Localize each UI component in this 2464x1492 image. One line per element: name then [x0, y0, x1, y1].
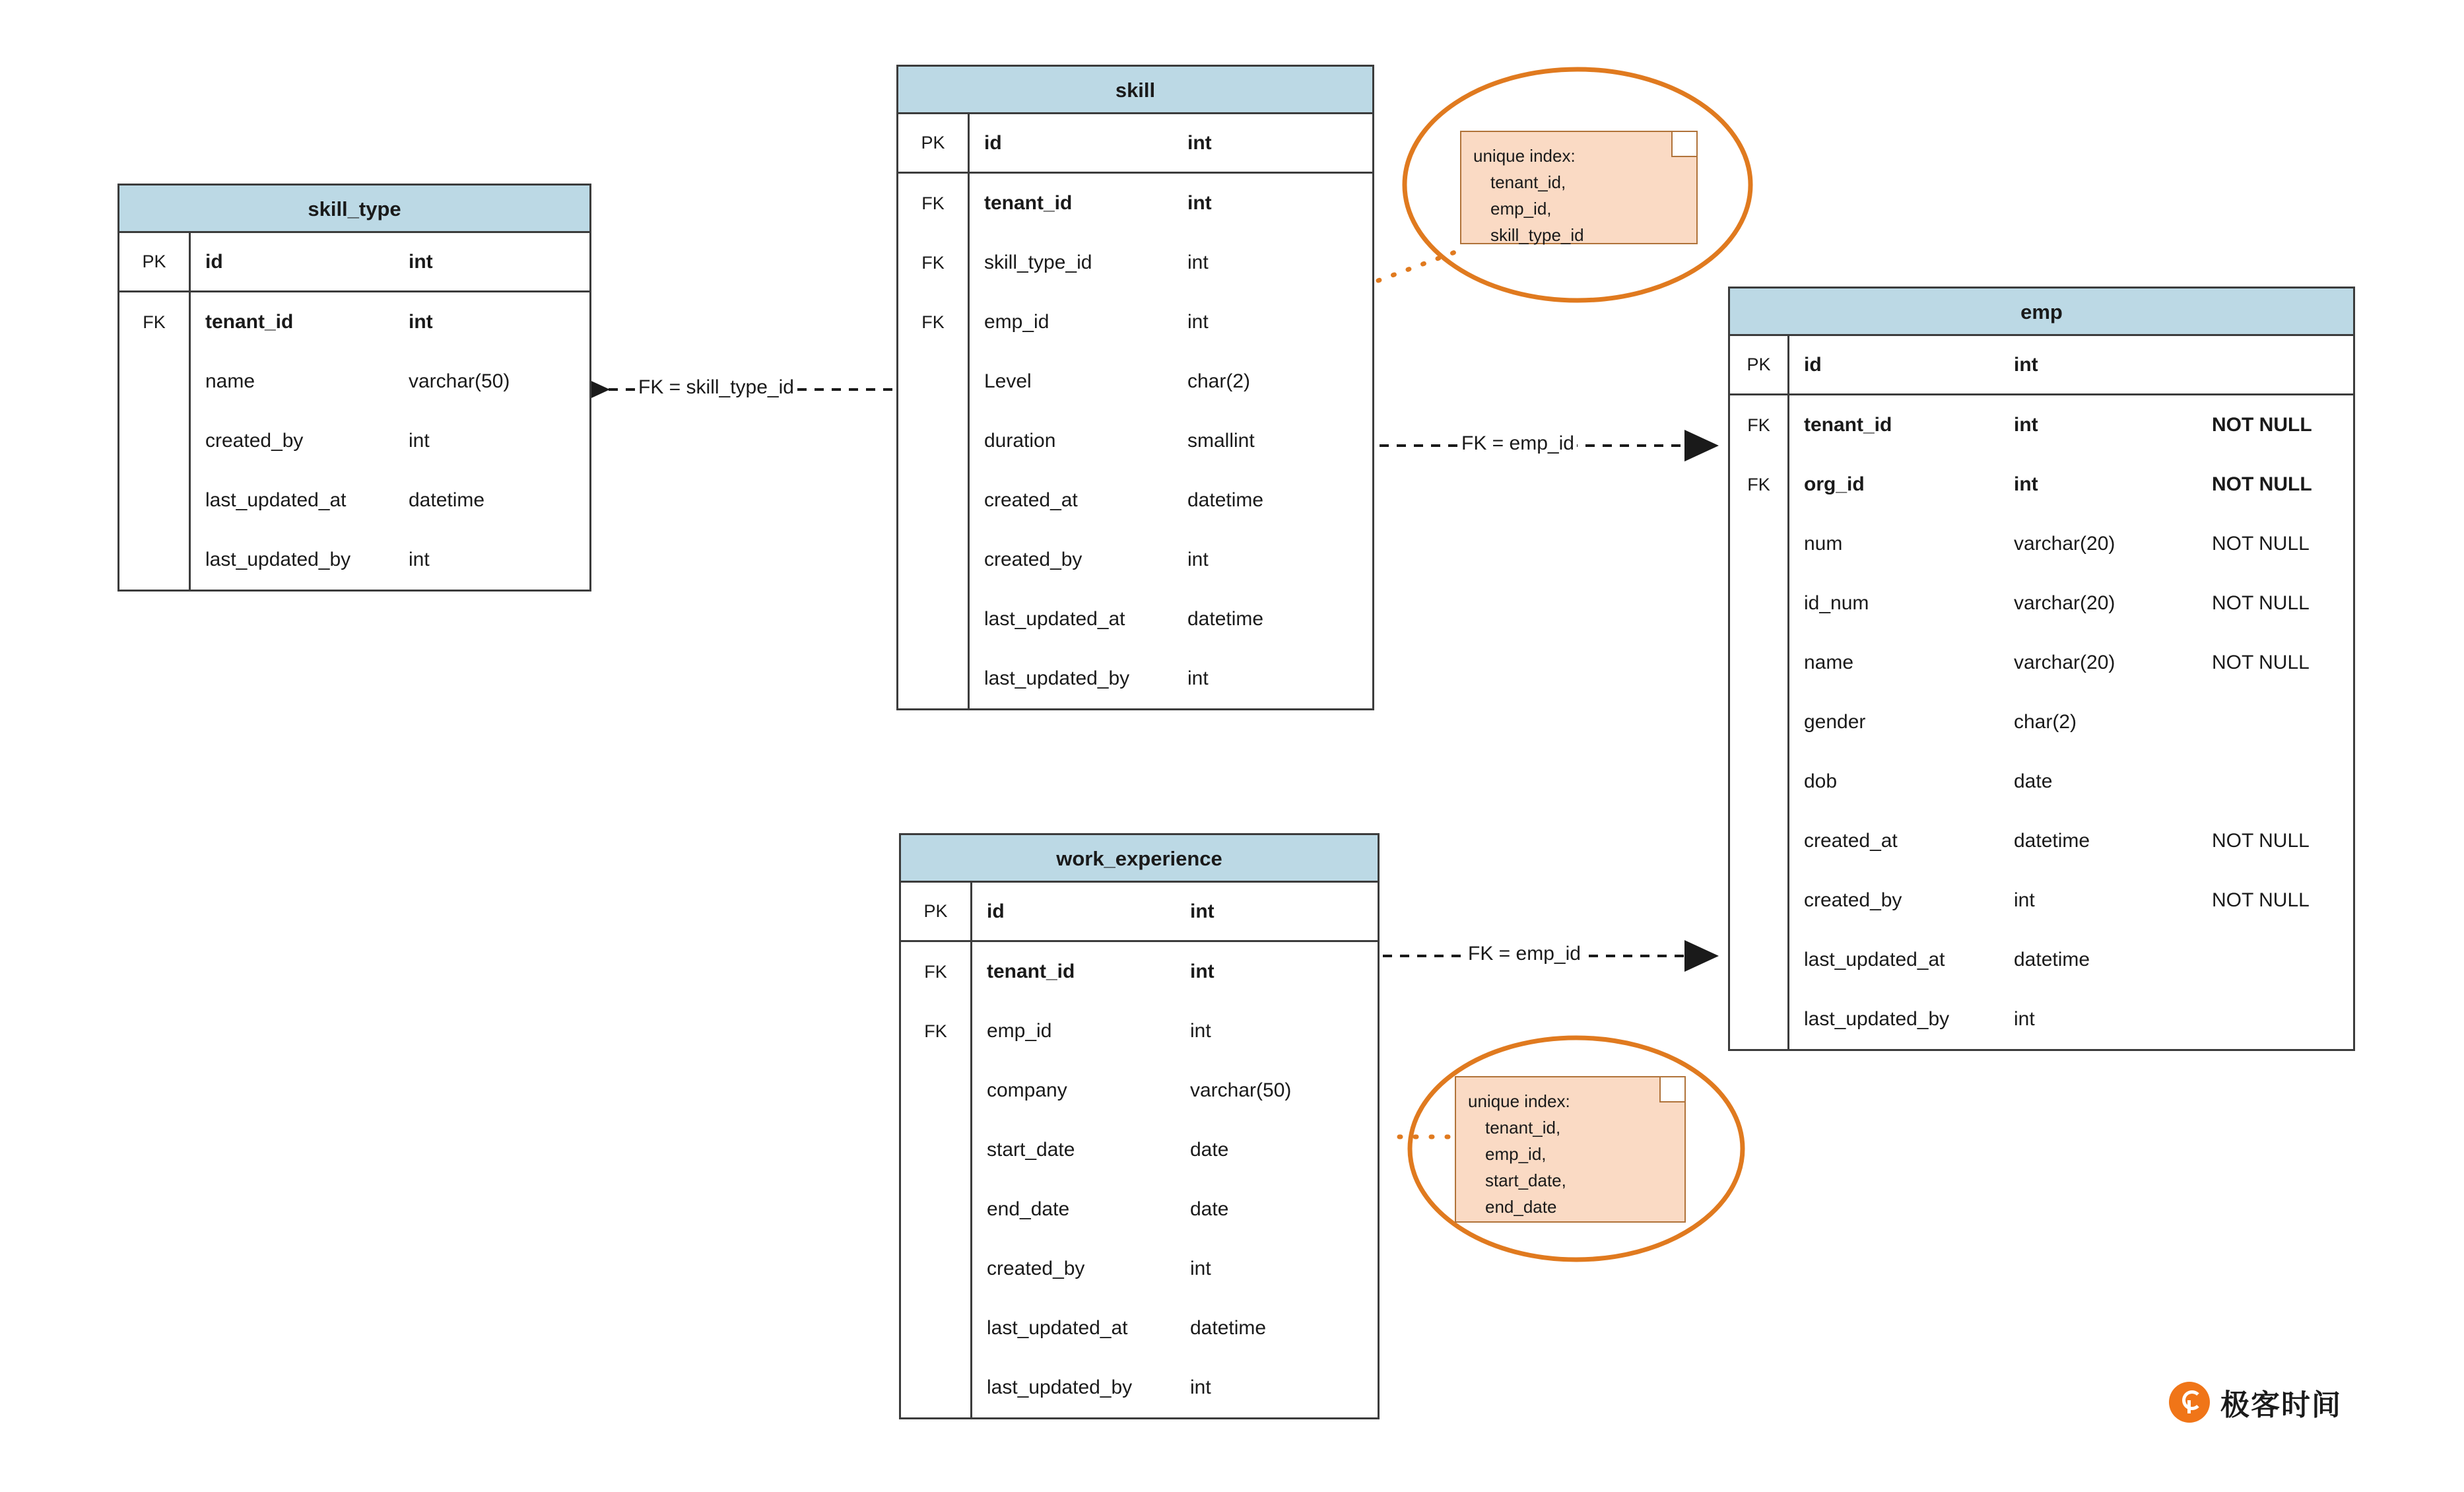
row-key — [901, 1358, 972, 1417]
table-row — [898, 590, 1372, 649]
table-row — [119, 233, 589, 292]
row-column-type: datetime — [409, 489, 485, 511]
row-column-name: created_by — [1804, 889, 1902, 911]
note-line: start_date, — [1485, 1170, 1566, 1190]
row-column-name: id_num — [1804, 592, 1869, 614]
edge-label-fk-emp-skill: FK = emp_id — [1459, 432, 1577, 455]
row-column-type: int — [2014, 414, 2038, 436]
row-key — [898, 590, 970, 649]
note-line: end_date — [1485, 1197, 1557, 1217]
row-column-name: created_by — [987, 1258, 1085, 1279]
row-column-name: id — [987, 900, 1005, 922]
table-row — [1730, 693, 2353, 752]
edge-label-fk-skill-type: FK = skill_type_id — [636, 376, 797, 399]
note-skill-unique-index — [1460, 131, 1698, 244]
row-column-type: date — [1190, 1139, 1229, 1161]
row-column-name: tenant_id — [1804, 414, 1892, 436]
row-key — [1730, 871, 1789, 930]
row-column-type: int — [2014, 889, 2035, 911]
row-key: FK — [901, 942, 972, 1001]
row-column-name: last_updated_by — [1804, 1008, 1950, 1030]
row-column-name: last_updated_at — [984, 608, 1125, 630]
row-key: FK — [119, 292, 191, 352]
table-row — [901, 1299, 1378, 1358]
table-row — [1730, 633, 2353, 693]
row-key — [1730, 752, 1789, 811]
row-key — [901, 1180, 972, 1239]
table-row — [898, 114, 1372, 174]
row-column-type: varchar(20) — [2014, 652, 2115, 673]
table-row — [119, 352, 589, 411]
note-title: unique index: — [1468, 1091, 1570, 1111]
row-key — [119, 411, 191, 471]
table-row — [901, 883, 1378, 942]
row-column-type: int — [409, 311, 433, 333]
row-column-type: int — [1187, 549, 1209, 570]
table-row — [119, 292, 589, 352]
geekbang-logo-icon — [2169, 1382, 2210, 1423]
row-column-name: Level — [984, 370, 1032, 392]
row-column-nullability: NOT NULL — [2212, 889, 2310, 911]
table-row — [1730, 871, 2353, 930]
row-column-name: skill_type_id — [984, 252, 1092, 273]
row-key — [898, 649, 970, 708]
row-column-type: int — [409, 549, 430, 570]
row-key — [1730, 633, 1789, 693]
row-column-type: int — [1187, 131, 1212, 154]
table-row — [1730, 990, 2353, 1049]
row-column-name: company — [987, 1079, 1067, 1101]
row-column-type: int — [2014, 473, 2038, 495]
table-row — [1730, 455, 2353, 514]
table-title: skill — [898, 67, 1372, 114]
row-column-name: org_id — [1804, 473, 1865, 495]
row-column-type: varchar(20) — [2014, 533, 2115, 555]
note-line: tenant_id, — [1485, 1118, 1561, 1137]
row-column-type: datetime — [1187, 489, 1264, 511]
row-key — [901, 1299, 972, 1358]
row-key: FK — [898, 233, 970, 292]
table-row — [1730, 752, 2353, 811]
row-column-name: name — [205, 370, 255, 392]
table-row — [1730, 514, 2353, 574]
table-row — [901, 1358, 1378, 1417]
table-skill-type[interactable] — [117, 184, 591, 592]
row-column-name: name — [1804, 652, 1854, 673]
row-column-type: int — [1190, 1258, 1211, 1279]
row-column-name: end_date — [987, 1198, 1070, 1220]
note-line: emp_id, — [1490, 199, 1552, 219]
table-work-experience[interactable] — [899, 833, 1380, 1419]
geekbang-logo — [2169, 1381, 2342, 1423]
row-column-type: int — [409, 250, 433, 273]
row-key — [898, 411, 970, 471]
row-key: FK — [901, 1001, 972, 1061]
row-column-name: start_date — [987, 1139, 1075, 1161]
row-key — [901, 1061, 972, 1120]
row-key: FK — [898, 174, 970, 233]
row-column-type: date — [1190, 1198, 1229, 1220]
row-column-name: emp_id — [987, 1020, 1052, 1042]
table-row — [1730, 811, 2353, 871]
row-column-nullability: NOT NULL — [2212, 533, 2310, 555]
note-line: tenant_id, — [1490, 172, 1566, 192]
row-key: FK — [898, 292, 970, 352]
row-column-type: int — [1187, 192, 1212, 214]
row-column-type: datetime — [1187, 608, 1264, 630]
row-key — [1730, 930, 1789, 990]
table-row — [901, 1120, 1378, 1180]
row-column-name: last_updated_by — [205, 549, 351, 570]
table-row — [898, 233, 1372, 292]
row-column-nullability: NOT NULL — [2212, 592, 2310, 614]
row-key: PK — [1730, 336, 1789, 393]
table-row — [119, 530, 589, 590]
row-column-name: id — [984, 131, 1002, 154]
row-column-type: datetime — [2014, 949, 2090, 970]
row-key — [901, 1120, 972, 1180]
row-column-type: int — [1190, 900, 1215, 922]
table-row — [901, 1001, 1378, 1061]
note-fold-corner — [1671, 132, 1696, 157]
row-column-name: last_updated_at — [1804, 949, 1945, 970]
row-column-name: last_updated_at — [205, 489, 347, 511]
row-column-type: smallint — [1187, 430, 1255, 452]
row-key: FK — [1730, 455, 1789, 514]
table-row — [901, 1180, 1378, 1239]
row-key — [1730, 693, 1789, 752]
row-key — [1730, 574, 1789, 633]
table-row — [901, 1061, 1378, 1120]
table-row — [901, 942, 1378, 1001]
row-column-name: id — [1804, 353, 1822, 376]
row-column-type: datetime — [2014, 830, 2090, 852]
table-title: emp — [1730, 288, 2353, 336]
row-column-type: int — [1190, 1376, 1211, 1398]
row-key — [1730, 811, 1789, 871]
row-column-type: int — [1187, 311, 1209, 333]
row-column-name: created_by — [205, 430, 304, 452]
row-column-nullability: NOT NULL — [2212, 473, 2312, 495]
row-column-type: varchar(50) — [409, 370, 510, 392]
row-column-name: created_by — [984, 549, 1082, 570]
table-row — [119, 411, 589, 471]
note-line: emp_id, — [1485, 1144, 1547, 1164]
row-column-name: last_updated_at — [987, 1317, 1128, 1339]
row-column-name: num — [1804, 533, 1843, 555]
row-key — [898, 471, 970, 530]
row-key — [1730, 514, 1789, 574]
row-key — [898, 530, 970, 590]
row-column-type: int — [409, 430, 430, 452]
table-row — [1730, 336, 2353, 395]
table-row — [119, 471, 589, 530]
note-line: skill_type_id — [1490, 225, 1584, 245]
row-column-name: tenant_id — [984, 192, 1073, 214]
row-key: PK — [901, 883, 972, 940]
row-column-name: tenant_id — [987, 961, 1075, 982]
row-column-name: created_at — [984, 489, 1078, 511]
table-row — [898, 352, 1372, 411]
row-column-nullability: NOT NULL — [2212, 414, 2312, 436]
row-key — [1730, 990, 1789, 1049]
row-key — [119, 352, 191, 411]
row-column-nullability: NOT NULL — [2212, 652, 2310, 673]
row-key: PK — [898, 114, 970, 172]
table-title: work_experience — [901, 835, 1378, 883]
row-column-nullability: NOT NULL — [2212, 830, 2310, 852]
row-key — [119, 530, 191, 590]
row-column-name: dob — [1804, 770, 1838, 792]
table-row — [898, 411, 1372, 471]
row-column-name: duration — [984, 430, 1056, 452]
row-column-type: char(2) — [1187, 370, 1251, 392]
table-row — [898, 530, 1372, 590]
note-fold-corner — [1659, 1077, 1684, 1102]
table-row — [898, 649, 1372, 708]
geekbang-logo-text: 极客时间 — [2220, 1389, 2342, 1421]
row-column-type: int — [1187, 667, 1209, 689]
row-column-name: id — [205, 250, 223, 273]
row-column-name: tenant_id — [205, 311, 294, 333]
table-emp[interactable] — [1728, 287, 2355, 1051]
edge-label-fk-emp-work: FK = emp_id — [1465, 943, 1583, 965]
row-column-name: created_at — [1804, 830, 1898, 852]
row-key — [119, 471, 191, 530]
table-title: skill_type — [119, 186, 589, 233]
table-skill[interactable] — [896, 65, 1374, 710]
table-row — [898, 174, 1372, 233]
row-column-type: int — [1187, 252, 1209, 273]
row-column-type: char(2) — [2014, 711, 2077, 733]
table-row — [898, 292, 1372, 352]
row-column-type: date — [2014, 770, 2053, 792]
row-key — [898, 352, 970, 411]
row-column-type: int — [2014, 1008, 2035, 1030]
row-column-type: int — [1190, 961, 1215, 982]
row-column-type: varchar(20) — [2014, 592, 2115, 614]
note-work-experience-unique-index — [1455, 1076, 1686, 1223]
note-title: unique index: — [1473, 146, 1576, 166]
row-key — [901, 1239, 972, 1299]
table-row — [898, 471, 1372, 530]
row-column-type: int — [2014, 353, 2038, 376]
row-key: PK — [119, 233, 191, 290]
row-column-type: varchar(50) — [1190, 1079, 1292, 1101]
table-row — [1730, 930, 2353, 990]
row-key: FK — [1730, 395, 1789, 455]
row-column-name: emp_id — [984, 311, 1049, 333]
row-column-name: gender — [1804, 711, 1866, 733]
row-column-name: last_updated_by — [987, 1376, 1133, 1398]
table-row — [901, 1239, 1378, 1299]
row-column-type: datetime — [1190, 1317, 1267, 1339]
row-column-type: int — [1190, 1020, 1211, 1042]
table-row — [1730, 395, 2353, 455]
table-row — [1730, 574, 2353, 633]
row-column-name: last_updated_by — [984, 667, 1130, 689]
